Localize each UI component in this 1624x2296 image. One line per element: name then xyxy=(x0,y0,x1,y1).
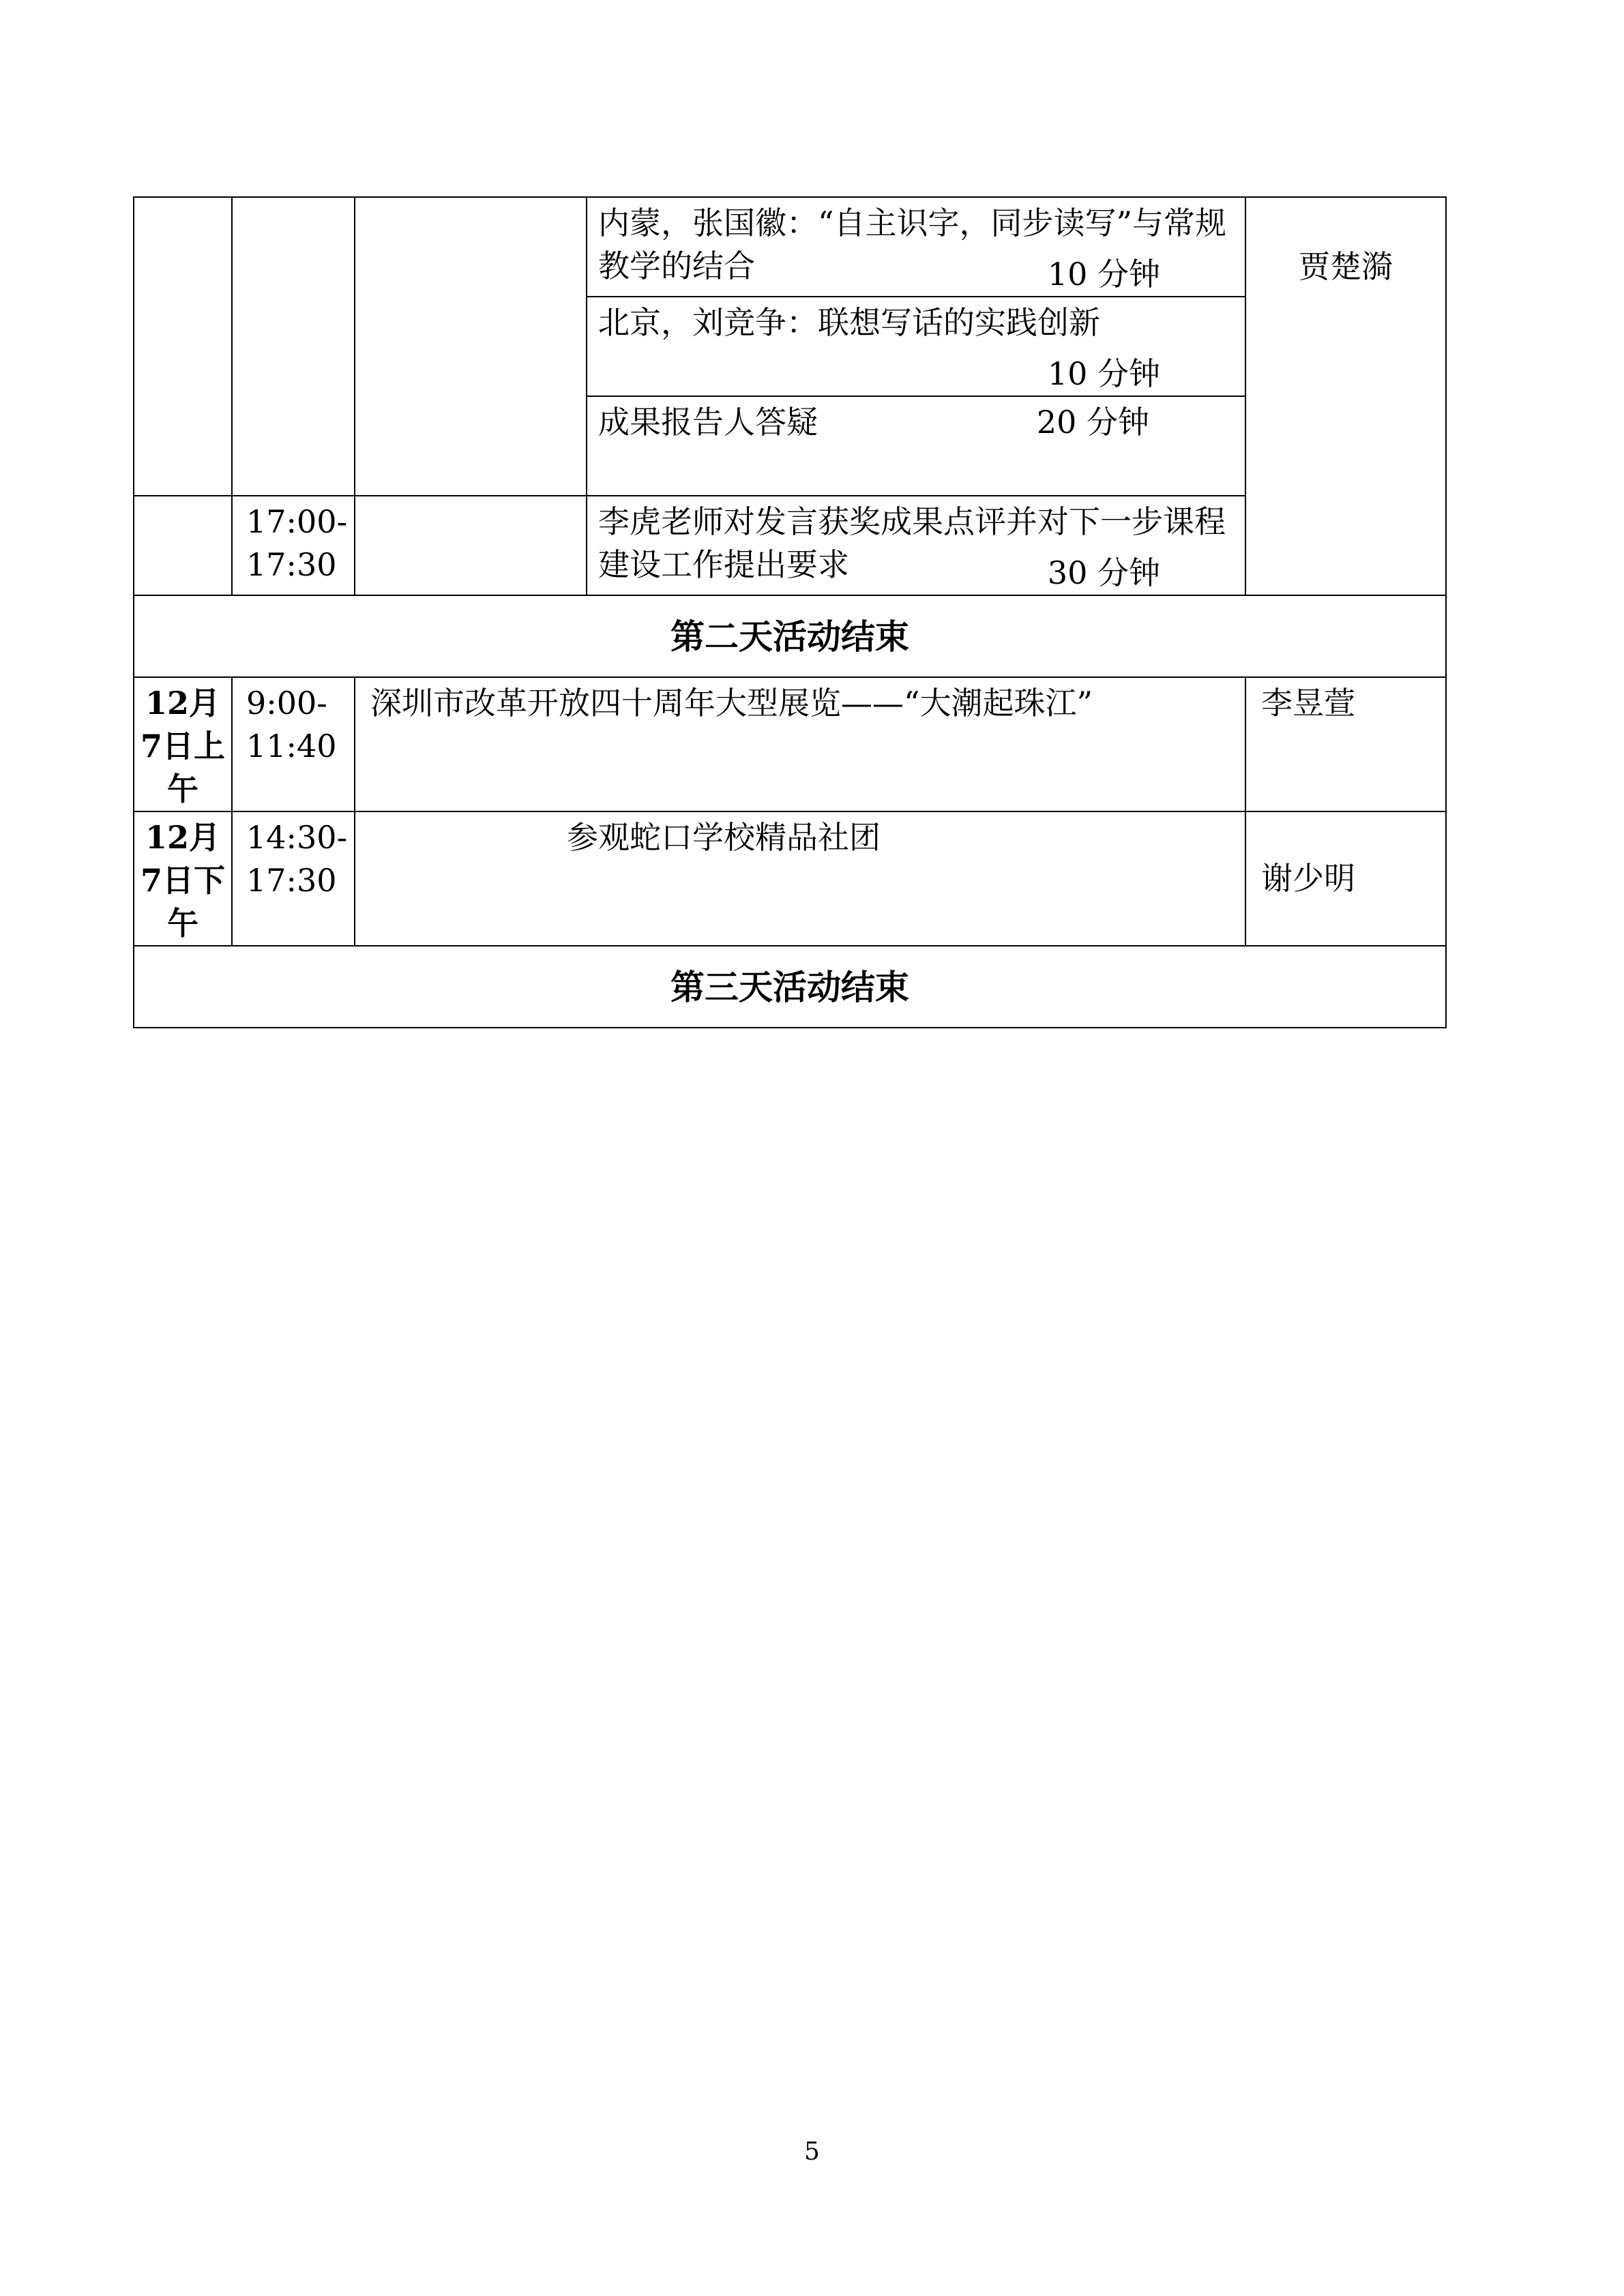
talk-text: 北京，刘竞争：联想写话的实践创新 xyxy=(598,304,1100,341)
date-text: 12月7日下午 xyxy=(140,819,225,942)
day-end-banner xyxy=(134,595,1446,677)
host-cell xyxy=(1245,197,1446,595)
contact-cell xyxy=(1245,677,1446,811)
page-number: 5 xyxy=(804,2138,820,2166)
date-cell xyxy=(134,197,232,496)
time-cell xyxy=(232,811,355,946)
venue-cell xyxy=(355,197,587,496)
talk-duration: 10 分钟 xyxy=(1047,355,1160,392)
date-text: 12月7日上午 xyxy=(140,685,225,807)
table-row xyxy=(134,595,1446,677)
review-item xyxy=(587,496,1245,595)
contact-name: 谢少明 xyxy=(1261,860,1355,897)
day3-end-text: 第三天活动结束 xyxy=(670,966,909,1007)
talk-duration: 20 分钟 xyxy=(1036,404,1149,441)
table-row xyxy=(134,677,1446,811)
schedule-table xyxy=(133,196,1447,1028)
time-cell xyxy=(232,496,355,595)
date-cell xyxy=(134,811,232,946)
table-row xyxy=(134,946,1446,1028)
activity-text: 参观蛇口学校精品社团 xyxy=(567,819,881,856)
talk-duration: 10 分钟 xyxy=(1047,256,1160,293)
time-range: 9:00-11:40 xyxy=(246,685,337,764)
day-end-banner xyxy=(134,946,1446,1028)
talk-item xyxy=(587,396,1245,496)
contact-name: 李昱萱 xyxy=(1261,685,1355,721)
date-cell xyxy=(134,677,232,811)
table-row xyxy=(134,197,1446,297)
day2-end-text: 第二天活动结束 xyxy=(670,616,909,657)
activity-cell xyxy=(355,811,1245,946)
activity-cell xyxy=(355,677,1245,811)
talk-item xyxy=(587,297,1245,396)
venue-cell xyxy=(355,496,587,595)
contact-cell xyxy=(1245,811,1446,946)
time-cell xyxy=(232,677,355,811)
talk-text: 内蒙，张国徽：“自主识字，同步读写”与常规教学的结合 xyxy=(598,205,1227,284)
time-range: 14:30-17:30 xyxy=(246,819,348,899)
time-cell xyxy=(232,197,355,496)
host-name: 贾楚漪 xyxy=(1299,248,1393,285)
time-range: 17:00-17:30 xyxy=(246,503,348,583)
talk-text: 成果报告人答疑 xyxy=(598,404,818,441)
date-cell xyxy=(134,496,232,595)
talk-item xyxy=(587,197,1245,297)
table-row xyxy=(134,811,1446,946)
review-text: 李虎老师对发言获奖成果点评并对下一步课程建设工作提出要求 xyxy=(598,503,1226,583)
review-duration: 30 分钟 xyxy=(1047,554,1160,591)
activity-text: 深圳市改革开放四十周年大型展览——“大潮起珠江” xyxy=(370,685,1093,721)
